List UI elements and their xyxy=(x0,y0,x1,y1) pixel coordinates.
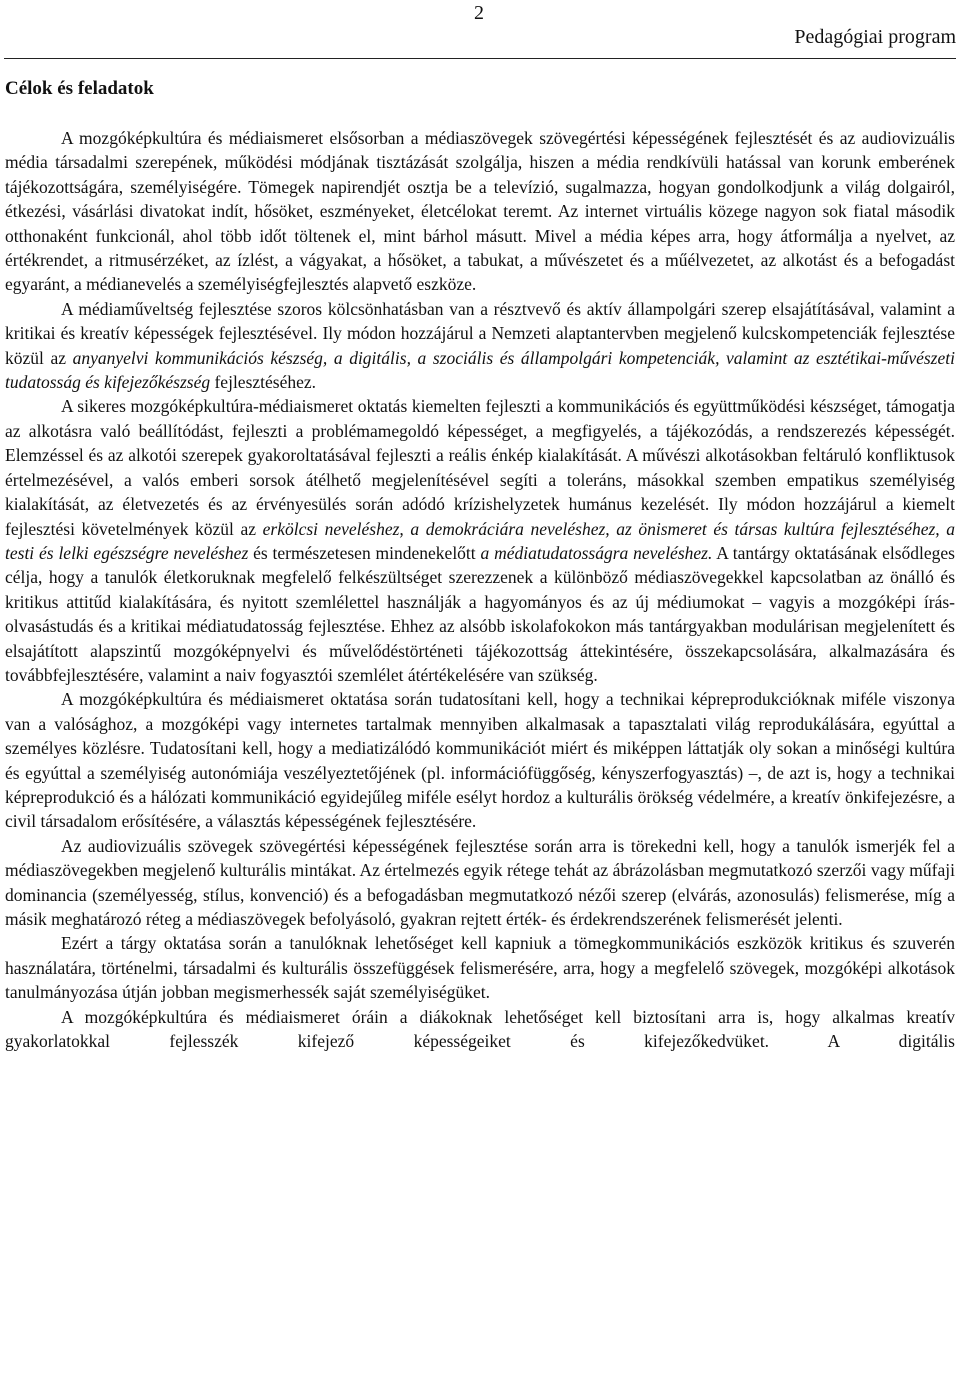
text-run: A mozgóképkultúra és médiaismeret oktatása során tudatosítani kell, hogy a technikai képreprodukcióknak miféle viszonya van a valósághoz, a mozgóképi vagy internetes tartalmak mennyiben alkalmasak a tapasztalati világ reprodukálására, egyúttal a személyes közlésre. Tudatosítani kell, hogy a mediatizálódó kommunikációt miért és miképpen láttatják oly sokan a minőségi kultúra és egyúttal a személyiség autonómiája veszélyeztetőjének (pl. információfüggőség, kényszerfogyasztás) –, de azt is, hogy a technikai képreprodukció és a hálózati kommunikáció egyidejűleg miféle esélyt hordoz a kulturális örökség védelmére, a kreatív önkifejezésre, a civil társadalom erősítésére, a választás képességének fejlesztésére. xyxy=(5,689,955,832)
page-header xyxy=(0,0,960,60)
text-run: fejlesztéséhez. xyxy=(210,372,317,393)
text-run: és természetesen mindenekelőtt xyxy=(248,542,481,563)
section-title: Célok és feladatok xyxy=(5,78,154,99)
italic-text: anyanyelvi kommunikációs készség, a digitális, a szociális és állampolgári kompetenciák, valamint az esztétikai-művészeti tudatosság és kifejezőkészség xyxy=(5,347,955,393)
italic-text: erkölcsi neveléshez, a demokráciára neveléshez, az önismeret és társas kultúra fejlesztéséhez, a testi és lelki egészségre neveléshez xyxy=(5,518,955,563)
text-run: A tantárgy oktatásának elsődleges célja, hogy a tanulók életkoruknak megfelelő felkészültséget szerezzenek a különböző médiaszövegekkel kapcsolatban az önálló és kritikus attitűd kialakítására, és nyitott szemlélettel használják a hagyományos és az új médiumokat – vagyis a mozgóképi írás-olvasástudás és a kritikai médiatudatosság fejlesztése. Ehhez az alsóbb iskolafokokon más tantárgyakban modulárisan megjelenített és elsajátított alapszintű mozgóképnyelvi és művelődéstörténeti tájékozottság áttekintésére, összekapcsolására, alkalmazására és továbbfejlesztésére, valamint a naiv fogyasztói szemlélet átértékelésére van szükség. xyxy=(5,542,955,685)
text-run: A mozgóképkultúra és médiaismeret óráin a diákoknak lehetőséget kell biztosítani arra is, hogy alkalmas kreatív gyakorlatokkal fejlesszék kifejező képességeiket és kifejezőkedvüket. A digitális xyxy=(5,1006,955,1052)
page-number: 2 xyxy=(474,2,484,24)
running-head: Pedagógiai program xyxy=(794,26,956,48)
text-run: Ezért a tárgy oktatása során a tanulóknak lehetőséget kell kapniuk a tömegkommunikációs eszközök kritikus és szuverén használatára, történelmi, társadalmi és kulturális összefüggések felismerésére, arra, hogy a megfelelő szövegek, mozgóképi alkotások tanulmányozása útján jobban megismerhessék saját személyiségüket. xyxy=(5,933,955,1003)
paragraph xyxy=(5,126,955,297)
paragraph xyxy=(5,687,955,833)
text-run: A médiaműveltség fejlesztése szoros kölcsönhatásban van a résztvevő és aktív állampolgári szerep elsajátításával, valamint a kritikai és kreatív képességek fejlesztésével. Ily módon hozzájárul a Nemzeti alaptantervben megjelenő kulcskompetenciák fejlesztése közül az xyxy=(5,298,955,368)
paragraph xyxy=(5,931,955,1004)
header-rule xyxy=(4,58,956,59)
body-text xyxy=(5,126,955,1053)
italic-text: a médiatudatosságra neveléshez. xyxy=(480,542,713,563)
text-run: Az audiovizuális szövegek szövegértési képességének fejlesztése során arra is törekedni kell, hogy a tanulók ismerjék fel a médiaszövegekben megjelenő kulturális mintákat. Az értelmezés egyik rétege tehát az ábrázolásban megmutatkozó szerzői vagy műfaji dominancia (személyesség, stílus, konvenció) és a befogadásban megmutatkozó nézői szerep (elvárás, azonosulás) felismerése, míg a másik meghatározó réteg a médiaszövegek befolyásoló, gyakran rejtett érték- és érdekrendszerének felismerését jelenti. xyxy=(5,835,955,929)
text-run: A sikeres mozgóképkultúra-médiaismeret oktatás kiemelten fejleszti a kommunikációs és együttműködési készséget, támogatja az alkotásra való beállítódást, fejleszti a problémamegoldó képességet, a megfigyelés, a tájékozódás, a rendszerezés képességét. Elemzéssel és az alkotói szerepek gyakoroltatásával fejleszti a reális énkép kialakítását. A művészi alkotásokban feltáruló konfliktusok értelmezésével, a valós emberi sorsok átélhető megjelenítésével segíti a toleráns, másokkal szemben empatikus személyiség kialakítását, az életvezetés és az érvényesülés során adódó krízishelyzetek humánus kezelését. Ily módon hozzájárul a kiemelt fejlesztési követelmények közül az xyxy=(5,396,955,539)
paragraph xyxy=(5,297,955,395)
paragraph xyxy=(5,1005,955,1054)
text-run: A mozgóképkultúra és médiaismeret elsősorban a médiaszövegek szövegértési képességének fejlesztését és az audiovizuális média társadalmi szerepének, működési módjának tisztázását szolgálja, hiszen a média rendkívüli hatással van korunk emberének tájékozottságára, személyiségére. Tömegek napirendjét osztja be a televízió, sugalmazza, hogyan gondolkodjunk a világ dolgairól, étkezési, vásárlási divatokat indít, hősöket, eszményeket, életcélokat teremt. Az internet virtuális közege nagyon sok fiatal második otthonaként funkcionál, ahol több időt töltenek el, mint bárhol másutt. Mivel a média képes arra, hogy átformálja a nyelvet, az értékrendet, a ritmusérzéket, az ízlést, a vágyakat, a hősöket, a tabukat, a művészetet és a műélvezetet, az alkotást és a befogadást egyaránt, a médianevelés a személyiségfejlesztés alapvető eszköze. xyxy=(5,128,955,295)
paragraph xyxy=(5,834,955,932)
paragraph xyxy=(5,394,955,687)
